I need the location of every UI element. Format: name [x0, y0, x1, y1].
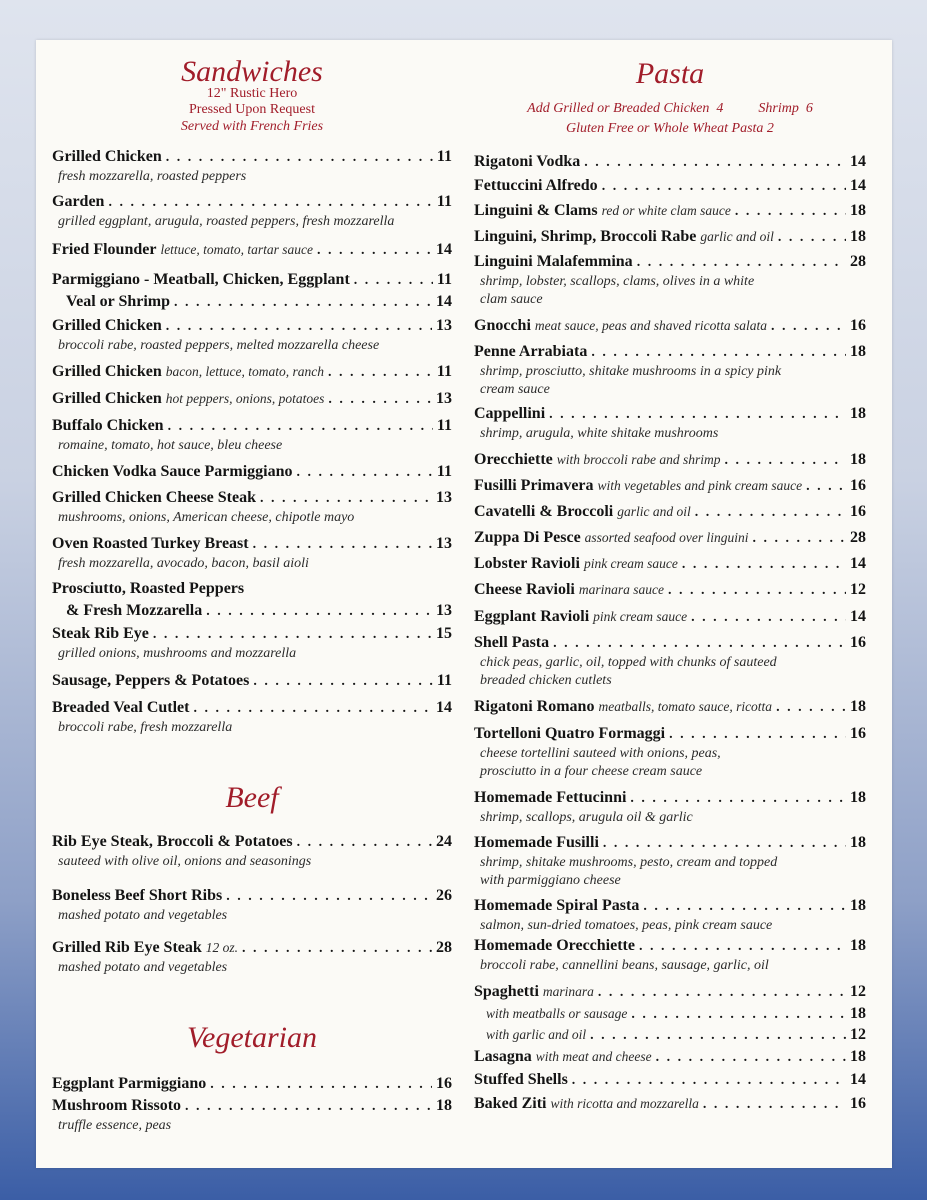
dot-leader: [185, 1096, 432, 1118]
item-inline-description: with broccoli rabe and shrimp: [556, 452, 721, 467]
item-inline-description: 12 oz.: [205, 940, 239, 955]
item-name: Cheese Ravioli: [474, 581, 575, 598]
item-option-price: 12: [850, 1026, 866, 1043]
item-name: Linguini, Shrimp, Broccoli Rabe: [474, 228, 697, 245]
item-price: 18: [850, 789, 866, 806]
menu-item: [52, 1095, 452, 1135]
item-description-continued: clam sauce: [480, 292, 543, 307]
vegetarian-title: Vegetarian: [187, 1021, 317, 1054]
dot-leader: [317, 240, 432, 262]
item-price: 15: [436, 625, 452, 642]
menu-item: [474, 449, 866, 471]
menu-item: [52, 670, 452, 692]
dot-leader: [584, 152, 846, 174]
item-description: broccoli rabe, roasted peppers, melted mozzarella cheese: [58, 338, 380, 353]
item-price: 11: [436, 463, 452, 480]
dot-leader: [174, 292, 432, 314]
menu-item: [52, 937, 452, 977]
dot-leader: [603, 833, 846, 855]
item-name: Baked Ziti: [474, 1095, 547, 1112]
item-price: 14: [850, 177, 866, 194]
menu-item: [52, 578, 452, 622]
beef-title: Beef: [225, 781, 279, 814]
item-inline-description: marinara sauce: [578, 582, 664, 597]
menu-item: [52, 315, 452, 355]
item-name: Shell Pasta: [474, 634, 550, 651]
item-name: Sausage, Peppers & Potatoes: [52, 672, 250, 689]
item-description: salmon, sun-dried tomatoes, peas, pink cream sauce: [480, 918, 773, 933]
item-price: 14: [850, 608, 866, 625]
item-price: 18: [850, 897, 866, 914]
item-inline-description: bacon, lettuce, tomato, ranch: [165, 364, 324, 379]
dot-leader: [637, 252, 846, 274]
item-name: Rigatoni Romano: [474, 698, 595, 715]
item-price: 16: [850, 725, 866, 742]
dot-leader: [753, 528, 846, 550]
dot-leader: [591, 342, 846, 364]
menu-item: [474, 501, 866, 523]
item-name: Cappellini: [474, 405, 546, 422]
item-description-continued: prosciutto in a four cheese cream sauce: [480, 764, 703, 779]
dot-leader: [630, 788, 846, 810]
dot-leader: [242, 938, 432, 960]
dot-leader: [806, 476, 846, 498]
item-name: Homemade Spiral Pasta: [474, 897, 640, 914]
menu-item: [474, 403, 866, 443]
dot-leader: [725, 450, 846, 472]
item-price: 14: [436, 241, 452, 258]
menu-item: [52, 831, 452, 871]
item-description-continued: cream sauce: [480, 382, 550, 397]
item-name: Gnocchi: [474, 317, 531, 334]
item-name: Fettuccini Alfredo: [474, 177, 598, 194]
menu-item: [52, 388, 452, 410]
item-name: Linguini & Clams: [474, 202, 598, 219]
menu-item: [474, 787, 866, 827]
menu-item: [474, 895, 866, 935]
item-price: 26: [436, 887, 452, 904]
item-name: Chicken Vodka Sauce Parmiggiano: [52, 463, 293, 480]
item-option: with meatballs or sausage: [486, 1006, 628, 1021]
item-name-secondary: Veal or Shrimp: [66, 293, 171, 310]
item-name: Rib Eye Steak, Broccoli & Potatoes: [52, 833, 293, 850]
item-description: grilled eggplant, arugula, roasted peppers, fresh mozzarella: [58, 214, 395, 229]
item-name: Buffalo Chicken: [52, 417, 164, 434]
item-description: chick peas, garlic, oil, topped with chunks of sauteed: [480, 655, 777, 670]
item-name: Mushroom Rissoto: [52, 1097, 182, 1114]
item-price: 18: [850, 698, 866, 715]
item-price: 18: [850, 343, 866, 360]
item-name: Parmiggiano - Meatball, Chicken, Eggplant: [52, 271, 350, 288]
item-price: 11: [436, 193, 452, 210]
dot-leader: [631, 1004, 846, 1025]
item-price: 14: [850, 1071, 866, 1088]
item-inline-description: meatballs, tomato sauce, ricotta: [598, 699, 773, 714]
dot-leader: [703, 1094, 846, 1116]
dot-leader: [253, 671, 433, 693]
dot-leader: [639, 936, 846, 958]
menu-item: [474, 606, 866, 628]
dot-leader: [328, 389, 432, 411]
menu-item: [474, 553, 866, 575]
item-price: 13: [436, 317, 452, 334]
item-price: 12: [850, 581, 866, 598]
item-name: Grilled Rib Eye Steak: [52, 939, 202, 956]
item-name: Cavatelli & Broccoli: [474, 503, 614, 520]
menu-item: [52, 533, 452, 573]
item-price: 16: [850, 634, 866, 651]
menu-item: [474, 226, 866, 248]
dot-leader: [210, 1074, 432, 1096]
item-description: sauteed with olive oil, onions and seasonings: [58, 854, 312, 869]
item-price: 18: [850, 405, 866, 422]
item-inline-description: garlic and oil: [617, 504, 691, 519]
item-description: shrimp, scallops, arugula oil & garlic: [480, 810, 693, 825]
item-inline-description: garlic and oil: [700, 229, 774, 244]
dot-leader: [166, 316, 432, 338]
item-price: 24: [436, 833, 452, 850]
dot-leader: [771, 316, 846, 338]
item-inline-description: hot peppers, onions, potatoes: [165, 391, 325, 406]
dot-leader: [260, 488, 432, 510]
item-price: 18: [850, 228, 866, 245]
dot-leader: [153, 624, 432, 646]
dot-leader: [682, 554, 846, 576]
item-price: 18: [850, 1048, 866, 1065]
item-price: 12: [850, 983, 866, 1000]
item-name: Lasagna: [474, 1048, 532, 1065]
item-inline-description: marinara: [542, 984, 594, 999]
sandwiches-title: Sandwiches: [181, 55, 323, 88]
item-price: 18: [850, 937, 866, 954]
item-name: Steak Rib Eye: [52, 625, 149, 642]
item-price: 16: [850, 1095, 866, 1112]
dot-leader: [549, 404, 846, 426]
item-inline-description: with meat and cheese: [535, 1049, 652, 1064]
dot-leader: [297, 832, 432, 854]
pasta-title: Pasta: [635, 57, 705, 90]
item-description: broccoli rabe, cannellini beans, sausage, garlic, oil: [480, 958, 769, 973]
item-price: 11: [436, 363, 452, 380]
menu-item: [474, 935, 866, 975]
dot-leader: [354, 270, 433, 292]
dot-leader: [296, 462, 432, 484]
menu-item: [52, 697, 452, 737]
item-price: 13: [436, 489, 452, 506]
dot-leader: [695, 502, 846, 524]
item-name: Breaded Veal Cutlet: [52, 699, 190, 716]
item-price: 11: [436, 672, 452, 689]
menu-item: [52, 885, 452, 925]
dot-leader: [166, 147, 433, 169]
item-description: truffle essence, peas: [58, 1118, 172, 1133]
item-description: shrimp, shitake mushrooms, pesto, cream and topped: [480, 855, 778, 870]
menu-item: [474, 696, 866, 718]
menu-item: [474, 151, 866, 173]
menu-item: [474, 251, 866, 309]
item-price: 11: [436, 271, 452, 288]
item-name: Lobster Ravioli: [474, 555, 580, 572]
item-name: Prosciutto, Roasted Peppers: [52, 580, 245, 597]
item-description: shrimp, arugula, white shitake mushrooms: [480, 426, 719, 441]
item-price: 14: [436, 699, 452, 716]
item-price-secondary: 14: [436, 293, 452, 310]
item-name: Fusilli Primavera: [474, 477, 594, 494]
item-price: 18: [436, 1097, 452, 1114]
menu-item: [52, 487, 452, 527]
item-description: romaine, tomato, hot sauce, bleu cheese: [58, 438, 283, 453]
item-name: Garden: [52, 193, 105, 210]
item-description: fresh mozzarella, avocado, bacon, basil aioli: [58, 556, 309, 571]
dot-leader: [735, 201, 846, 223]
item-description-continued: with parmiggiano cheese: [480, 873, 621, 888]
item-price: 28: [850, 529, 866, 546]
item-description: fresh mozzarella, roasted peppers: [58, 169, 247, 184]
item-name: Penne Arrabiata: [474, 343, 588, 360]
item-price: 11: [436, 148, 452, 165]
item-inline-description: with vegetables and pink cream sauce: [597, 478, 803, 493]
dot-leader: [226, 886, 432, 908]
menu-item: [474, 175, 866, 197]
dot-leader: [572, 1070, 846, 1092]
dot-leader: [193, 698, 432, 720]
menu-page: [36, 40, 892, 1168]
item-name: Homemade Orecchiette: [474, 937, 635, 954]
menu-item: [52, 191, 452, 231]
menu-item: [52, 623, 452, 663]
item-name: Stuffed Shells: [474, 1071, 568, 1088]
item-price: 13: [436, 602, 452, 619]
item-description: shrimp, prosciutto, shitake mushrooms in a spicy pink: [480, 364, 782, 379]
item-price: 16: [436, 1075, 452, 1092]
item-price: 28: [436, 939, 452, 956]
item-option: with garlic and oil: [486, 1027, 587, 1042]
dot-leader: [602, 176, 846, 198]
pasta-subtitle-2: Gluten Free or Whole Wheat Pasta 2: [566, 121, 774, 136]
item-name: Oven Roasted Turkey Breast: [52, 535, 249, 552]
dot-leader: [108, 192, 432, 214]
dot-leader: [253, 534, 432, 556]
item-description: mashed potato and vegetables: [58, 960, 228, 975]
menu-item: [52, 146, 452, 186]
item-name: Homemade Fusilli: [474, 834, 599, 851]
item-inline-description: red or white clam sauce: [601, 203, 731, 218]
dot-leader: [778, 227, 846, 249]
item-name: Tortelloni Quatro Formaggi: [474, 725, 666, 742]
item-price: 18: [850, 202, 866, 219]
dot-leader: [168, 416, 433, 438]
item-description: grilled onions, mushrooms and mozzarella: [58, 646, 297, 661]
dot-leader: [668, 580, 846, 602]
item-inline-description: assorted seafood over linguini: [584, 530, 749, 545]
item-name: Zuppa Di Pesce: [474, 529, 581, 546]
menu-item: [474, 723, 866, 781]
item-name: Grilled Chicken: [52, 148, 162, 165]
menu-item: [474, 1093, 866, 1115]
dot-leader: [206, 601, 432, 623]
item-price: 14: [850, 153, 866, 170]
item-price: 13: [436, 535, 452, 552]
menu-item: [474, 315, 866, 337]
menu-item: [474, 632, 866, 690]
menu-item: [474, 579, 866, 601]
item-inline-description: with ricotta and mozzarella: [550, 1096, 699, 1111]
item-price: 16: [850, 503, 866, 520]
dot-leader: [643, 896, 846, 918]
item-inline-description: pink cream sauce: [593, 609, 688, 624]
item-name: Homemade Fettucinni: [474, 789, 627, 806]
dot-leader: [598, 982, 846, 1004]
item-description-continued: breaded chicken cutlets: [480, 673, 612, 688]
item-price: 16: [850, 477, 866, 494]
item-description: mushrooms, onions, American cheese, chipotle mayo: [58, 510, 355, 525]
item-description: mashed potato and vegetables: [58, 908, 228, 923]
item-name: Eggplant Parmiggiano: [52, 1075, 207, 1092]
item-price: 18: [850, 451, 866, 468]
item-name: Grilled Chicken: [52, 363, 162, 380]
dot-leader: [776, 697, 846, 719]
dot-leader: [669, 724, 846, 746]
item-description: broccoli rabe, fresh mozzarella: [58, 720, 233, 735]
menu-item: [474, 527, 866, 549]
item-price: 16: [850, 317, 866, 334]
item-inline-description: lettuce, tomato, tartar sauce: [160, 242, 314, 257]
item-name: Grilled Chicken: [52, 390, 162, 407]
menu-item: [52, 239, 452, 261]
item-description: shrimp, lobster, scallops, clams, olives in a white: [480, 274, 755, 289]
sandwiches-subtitle-3: Served with French Fries: [180, 119, 324, 134]
menu-item: [474, 1069, 866, 1091]
menu-item: [474, 341, 866, 399]
dot-leader: [328, 362, 433, 384]
menu-item: [474, 200, 866, 222]
item-price: 13: [436, 390, 452, 407]
menu-item: [474, 475, 866, 497]
item-price: 14: [850, 555, 866, 572]
item-name: Eggplant Ravioli: [474, 608, 590, 625]
pasta-subtitle-1: Add Grilled or Breaded Chicken 4 Shrimp 6: [527, 101, 813, 116]
item-inline-description: meat sauce, peas and shaved ricotta salata: [534, 318, 767, 333]
item-name: Grilled Chicken Cheese Steak: [52, 489, 256, 506]
item-name-secondary: & Fresh Mozzarella: [66, 602, 203, 619]
menu-item: [474, 1046, 866, 1068]
dot-leader: [656, 1047, 846, 1069]
menu-item: [52, 461, 452, 483]
item-name: Fried Flounder: [52, 241, 157, 258]
menu-item: [474, 981, 866, 1045]
item-option-price: 18: [850, 1005, 866, 1022]
item-name: Grilled Chicken: [52, 317, 162, 334]
item-name: Linguini Malafemmina: [474, 253, 633, 270]
item-price: 18: [850, 834, 866, 851]
item-price: 28: [850, 253, 866, 270]
item-description: cheese tortellini sauteed with onions, peas,: [480, 746, 721, 761]
item-price: 11: [436, 417, 452, 434]
dot-leader: [691, 607, 846, 629]
dot-leader: [590, 1025, 846, 1046]
menu-item: [52, 415, 452, 455]
item-name: Orecchiette: [474, 451, 553, 468]
menu-item: [52, 269, 452, 313]
menu-item: [474, 832, 866, 890]
item-name: Boneless Beef Short Ribs: [52, 887, 223, 904]
menu-item: [52, 361, 452, 383]
menu-item: [52, 1073, 452, 1095]
sandwiches-subtitle-2: Pressed Upon Request: [189, 102, 315, 117]
item-name: Spaghetti: [474, 983, 539, 1000]
dot-leader: [553, 633, 846, 655]
sandwiches-subtitle-1: 12" Rustic Hero: [206, 86, 298, 101]
item-name: Rigatoni Vodka: [474, 153, 581, 170]
item-inline-description: pink cream sauce: [583, 556, 678, 571]
